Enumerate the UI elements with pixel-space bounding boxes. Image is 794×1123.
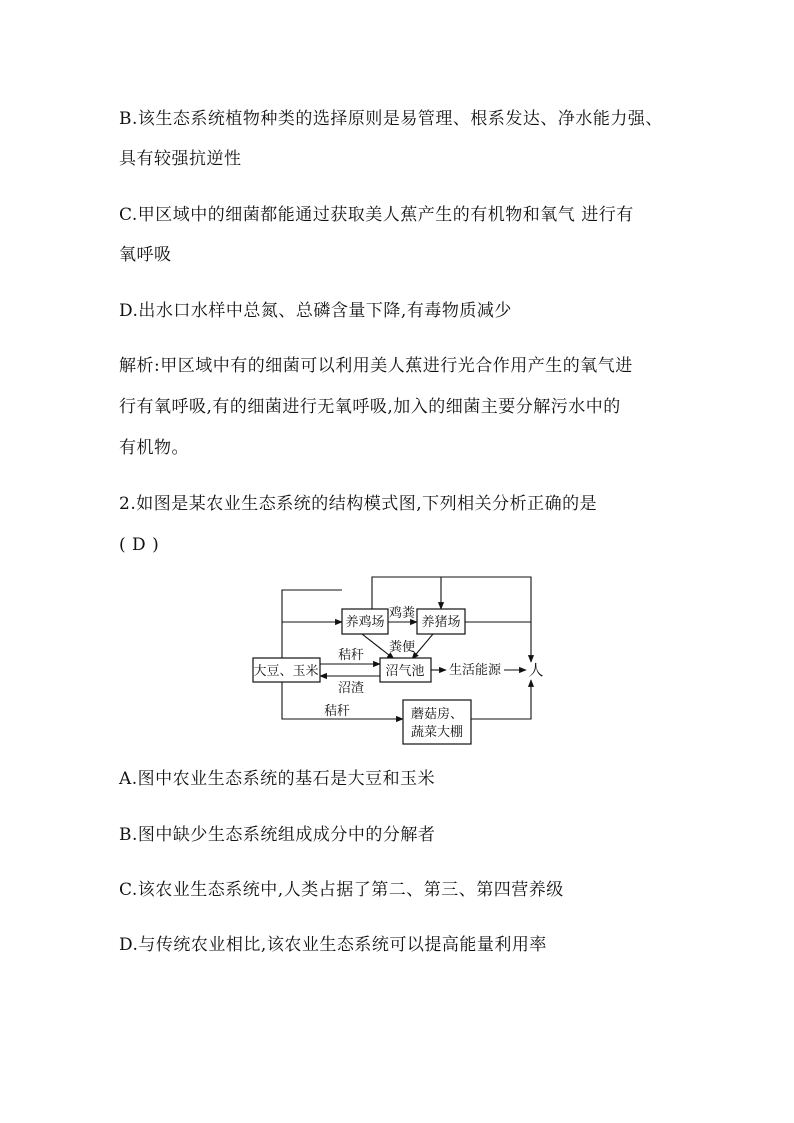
option-d2-line: D.与传统农业相比,该农业生态系统可以提高能量利用率 [119, 935, 547, 955]
question-2-stem: 2.如图是某农业生态系统的结构模式图,下列相关分析正确的是 [119, 494, 598, 514]
analysis-line3: 有机物。 [119, 438, 189, 458]
svg-text:养鸡场: 养鸡场 [345, 615, 385, 630]
option-c-line1: C.甲区域中的细菌都能通过获取美人蕉产生的有机物和氧气 进行有 [119, 205, 634, 225]
svg-text:大豆、玉米: 大豆、玉米 [253, 664, 319, 679]
analysis-line2: 行有氧呼吸,有的细菌进行无氧呼吸,加入的细菌主要分解污水中的 [119, 397, 621, 417]
label-human: 人 [528, 661, 544, 679]
option-b2-line: B.图中缺少生态系统组成成分中的分解者 [119, 825, 436, 845]
option-b-line1: B.该生态系统植物种类的选择原则是易管理、根系发达、净水能力强、 [119, 109, 663, 129]
pig-farm-box [417, 609, 465, 634]
agro-ecosystem-diagram [250, 576, 550, 748]
label-chicken-manure: 鸡粪 [388, 606, 416, 621]
option-a-line: A.图中农业生态系统的基石是大豆和玉米 [119, 769, 436, 789]
mushroom-greenhouse-box [403, 700, 471, 744]
label-straw-mushroom: 秸秆 [323, 704, 351, 719]
svg-text:养猪场: 养猪场 [421, 615, 461, 630]
crop-box [253, 658, 320, 682]
biogas-box [380, 658, 431, 682]
svg-text:蘑菇房、: 蘑菇房、 [410, 707, 464, 722]
chicken-farm-box [342, 609, 388, 634]
option-d-line: D.出水口水样中总氮、总磷含量下降,有毒物质减少 [119, 301, 512, 321]
label-straw-biogas: 秸秆 [337, 648, 365, 663]
option-b-line2: 具有较强抗逆性 [119, 149, 242, 169]
label-living-energy: 生活能源 [448, 663, 502, 678]
svg-text:蔬菜大棚: 蔬菜大棚 [410, 725, 464, 740]
svg-text:沼气池: 沼气池 [385, 664, 425, 679]
answer-bracket: ( D ) [119, 535, 160, 555]
analysis-line1: 解析:甲区域中有的细菌可以利用美人蕉进行光合作用产生的氧气进 [119, 356, 633, 376]
label-manure: 粪便 [388, 640, 416, 655]
option-c2-line: C.该农业生态系统中,人类占据了第二、第三、第四营养级 [119, 880, 564, 900]
option-c-line2: 氧呼吸 [119, 245, 172, 265]
label-biogas-residue: 沼渣 [337, 681, 365, 696]
